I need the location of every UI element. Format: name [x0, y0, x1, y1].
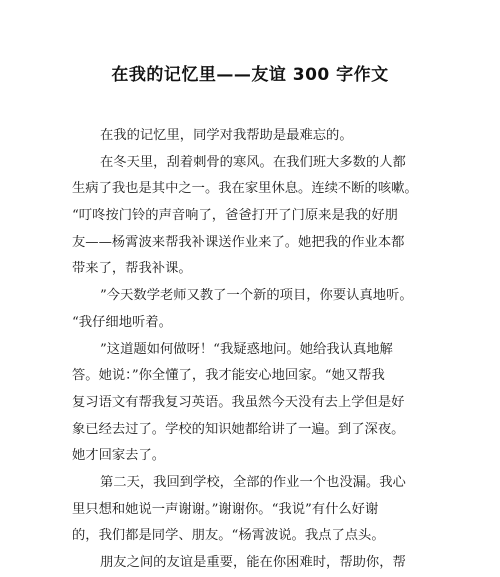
text-line: 她才回家去了。 — [72, 448, 166, 464]
text-line: 带来了，帮我补课。 — [72, 261, 192, 277]
text-line: 在冬天里，刮着刺骨的寒风。在我们班大多数的人都 — [100, 154, 406, 170]
text-line: ”这道题如何做呀！“我疑惑地问。她给我认真地解 — [100, 341, 393, 357]
text-line: 友——杨霄波来帮我补课送作业来了。她把我的作业本都 — [72, 234, 405, 250]
text-line: “我仔细地听着。 — [72, 314, 172, 330]
text-line: 的，我们都是同学、朋友。“杨霄波说。我点了点头。 — [72, 528, 385, 544]
text-line: “叮咚按门铃的声音响了，爸爸打开了门原来是我的好朋 — [72, 208, 398, 224]
text-line: ”今天数学老师又教了一个新的项目，你要认真地听。 — [100, 288, 413, 304]
text-line: 复习语文有帮我复习英语。我虽然今天没有去上学但是好 — [72, 394, 405, 410]
essay-body — [72, 123, 432, 577]
text-line: 生病了我也是其中之一。我在家里休息。连续不断的咳嗽。 — [72, 181, 418, 197]
text-line: 在我的记忆里，同学对我帮助是最难忘的。 — [100, 128, 353, 143]
text-line: 第二天，我回到学校，全部的作业一个也没漏。我心 — [100, 474, 406, 490]
text-line: 象已经去过了。学校的知识她都给讲了一遍。到了深夜。 — [72, 421, 405, 437]
text-line: 朋友之间的友谊是重要，能在你困难时，帮助你，帮 — [100, 555, 406, 570]
text-line: 里只想和她说一声谢谢。”谢谢你。“我说”有什么好谢 — [72, 501, 379, 517]
page-title: 在我的记忆里——友谊 300 字作文 — [111, 65, 389, 85]
text-line: 答。她说：”你全懂了，我才能安心地回家。“她又帮我 — [72, 368, 385, 384]
